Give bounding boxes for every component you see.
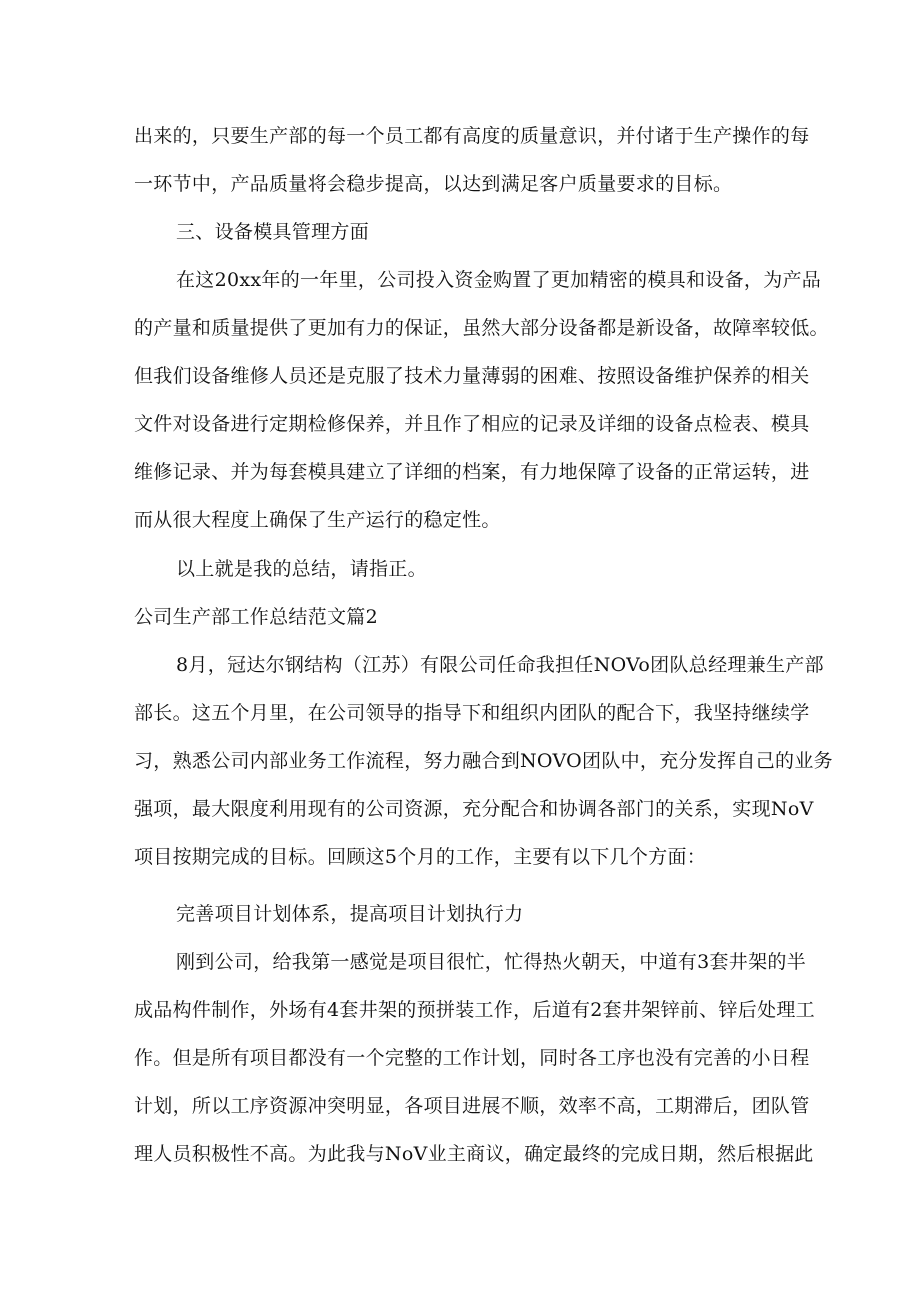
- paragraph-line: 而从很大程度上确保了生产运行的稳定性。: [134, 509, 501, 531]
- paragraph-line: 成品构件制作，外场有4套井架的预拼装工作，后道有2套井架锌前、锌后处理工: [134, 999, 815, 1021]
- paragraph-line: 习，熟悉公司内部业务工作流程，努力融合到NOVO团队中，充分发挥自己的业务: [134, 750, 833, 772]
- paragraph-line: 文件对设备进行定期检修保养，并且作了相应的记录及详细的设备点检表、模具: [134, 413, 810, 435]
- sub-heading: 完善项目计划体系，提高项目计划执行力: [176, 903, 524, 925]
- paragraph-line: 的产量和质量提供了更加有力的保证，虽然大部分设备都是新设备，故障率较低。: [134, 317, 829, 339]
- paragraph-line: 但我们设备维修人员还是克服了技术力量薄弱的困难、按照设备维护保养的相关: [134, 365, 810, 387]
- paragraph-line: 在这20xx年的一年里，公司投入资金购置了更加精密的模具和设备，为产品: [176, 269, 822, 291]
- article-title: 公司生产部工作总结范文篇2: [134, 606, 378, 628]
- paragraph-line: 作。但是所有项目都没有一个完整的工作计划，同时各工序也没有完善的小日程: [134, 1047, 810, 1069]
- paragraph-line: 项目按期完成的目标。回顾这5个月的工作，主要有以下几个方面：: [134, 846, 707, 868]
- paragraph-line: 计划，所以工序资源冲突明显，各项目进展不顺，效率不高，工期滞后，团队管: [134, 1095, 810, 1117]
- paragraph-line: 强项，最大限度利用现有的公司资源，充分配合和协调各部门的关系，实现NoV: [134, 798, 814, 820]
- paragraph-line: 出来的，只要生产部的每一个员工都有高度的质量意识，并付诸于生产操作的每: [134, 125, 810, 147]
- paragraph-line: 维修记录、并为每套模具建立了详细的档案，有力地保障了设备的正常运转，进: [134, 461, 810, 483]
- paragraph-line: 刚到公司，给我第一感觉是项目很忙，忙得热火朝天，中道有3套井架的半: [176, 951, 806, 973]
- paragraph-line: 理人员积极性不高。为此我与NoV业主商议，确定最终的完成日期，然后根据此: [134, 1143, 814, 1165]
- closing-line: 以上就是我的总结，请指正。: [176, 558, 427, 580]
- paragraph-line: 8月，冠达尔钢结构（江苏）有限公司任命我担任NOVo团队总经理兼生产部: [176, 654, 824, 676]
- paragraph-line: 部长。这五个月里，在公司领导的指导下和组织内团队的配合下，我坚持继续学: [134, 702, 810, 724]
- paragraph-line: 一环节中，产品质量将会稳步提高，以达到满足客户质量要求的目标。: [134, 173, 733, 195]
- section-heading: 三、设备模具管理方面: [176, 221, 370, 243]
